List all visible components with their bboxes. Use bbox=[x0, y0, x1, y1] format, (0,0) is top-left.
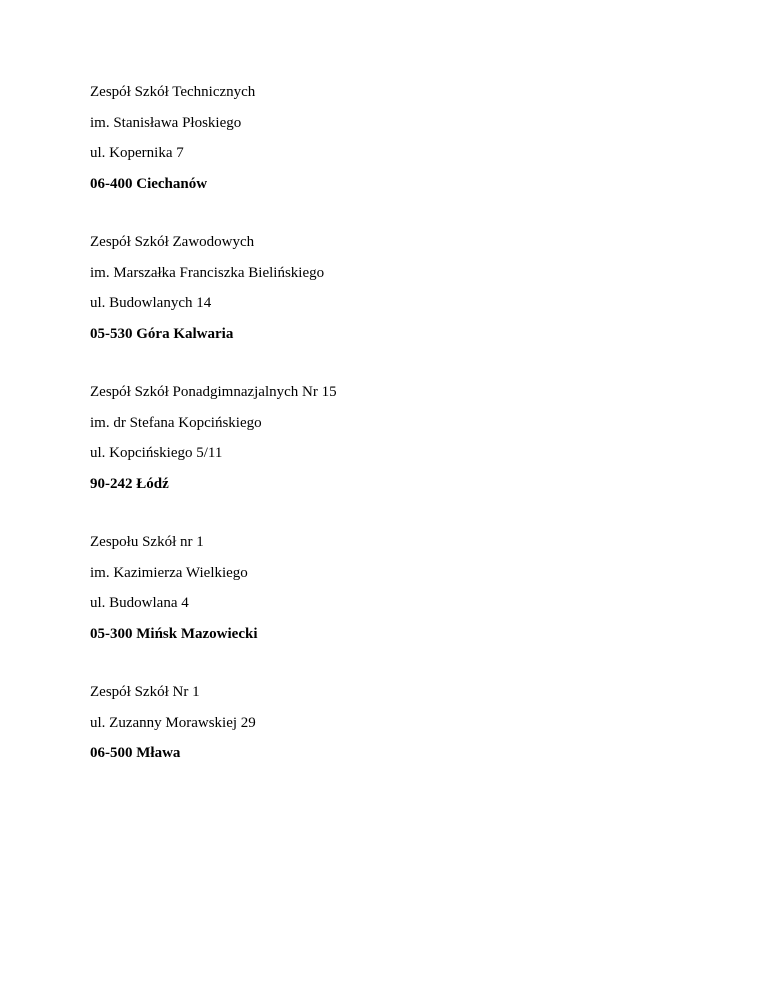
school-name: Zespołu Szkół nr 1 bbox=[90, 534, 204, 550]
school-name: Zespół Szkół Nr 1 bbox=[90, 684, 200, 700]
school-street: ul. Zuzanny Morawskiej 29 bbox=[90, 715, 256, 731]
school-postal-city: 90-242 Łódź bbox=[90, 476, 169, 492]
school-postal-city: 06-400 Ciechanów bbox=[90, 176, 208, 192]
school-patron: im. Kazimierza Wielkiego bbox=[90, 565, 248, 581]
school-street: ul. Budowlanych 14 bbox=[90, 295, 212, 311]
school-street: ul. Budowlana 4 bbox=[90, 595, 189, 611]
school-name: Zespół Szkół Ponadgimnazjalnych Nr 15 bbox=[90, 384, 337, 400]
school-name: Zespół Szkół Zawodowych bbox=[90, 234, 255, 250]
school-name: Zespół Szkół Technicznych bbox=[90, 84, 256, 100]
school-postal-city: 06-500 Mława bbox=[90, 745, 181, 761]
school-patron: im. Marszałka Franciszka Bielińskiego bbox=[90, 265, 325, 281]
school-street: ul. Kopernika 7 bbox=[90, 145, 184, 161]
school-postal-city: 05-300 Mińsk Mazowiecki bbox=[90, 626, 258, 642]
school-patron: im. Stanisława Płoskiego bbox=[90, 115, 242, 131]
school-patron: im. dr Stefana Kopcińskiego bbox=[90, 415, 262, 431]
school-street: ul. Kopcińskiego 5/11 bbox=[90, 445, 223, 461]
school-postal-city: 05-530 Góra Kalwaria bbox=[90, 326, 234, 342]
